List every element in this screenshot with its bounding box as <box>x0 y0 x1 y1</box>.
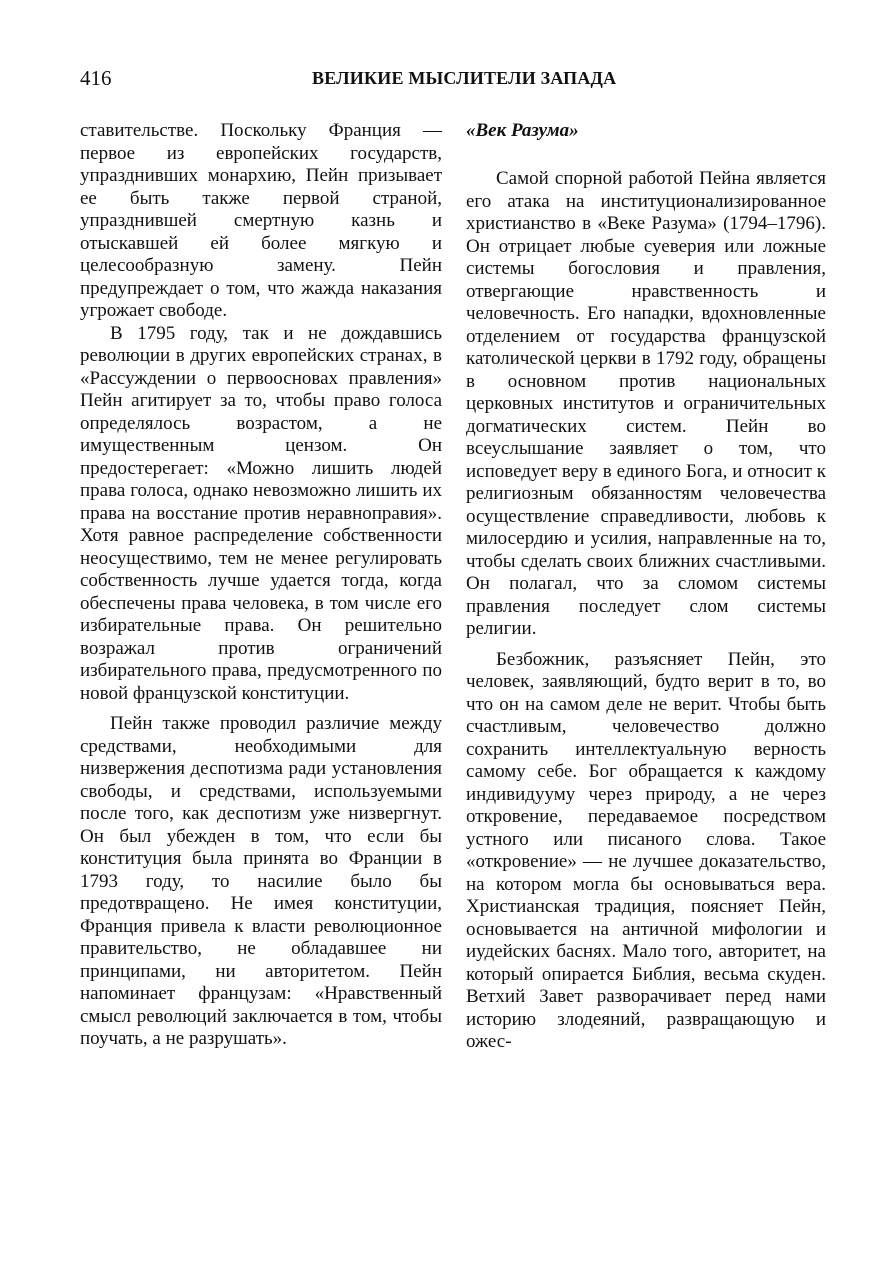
paragraph-continued: ставительстве. Поскольку Франция — первое из европейских государств, упразднивших монархию, Пейн призывает ее быть также первой страной, упразднившей смертную казнь и отыскавшей ей более мягкую и целесообразную замену. Пейн предупреждает о том, что жажда наказания угрожает свободе. <box>80 120 442 321</box>
paragraph: В 1795 году, так и не дождавшись революции в других европейских странах, в «Рассуждении о первоосновах правления» Пейн агитирует за то, чтобы право голоса определялось возрастом, а не имущественным цензом. Он предостерегает: «Можно лишить людей права голоса, однако невозможно лишить их права на восстание против неравноправия». Хотя равное распределение собственности неосуществимо, тем не менее регулировать собственность лучше удается тогда, когда обеспечены права человека, в том числе его избирательные права. Он решительно возражал против ограничений избирательного права, предусмотренного по новой французской конституции. <box>80 322 442 704</box>
paragraph: Самой спорной работой Пейна является его атака на институционализированное христианство в «Веке Разума» (1794–1796). Он отрицает любые суеверия или ложные системы богословия и правления, отвергающие нравственность и человечность. Его нападки, вдохновленные отделением от государства французской католической церкви в 1792 году, обращены в основном против национальных церковных институтов и ограничительных догматических систем. Пейн во всеуслышание заявляет о том, что исповедует веру в единого Бога, и относит к религиозным обязанностям человечества осуществление справедливости, любовь к милосердию и усилия, направленные на то, чтобы сделать своих ближних счастливыми. Он полагал, что за сломом системы правления последует слом системы религии. <box>466 168 826 639</box>
right-column <box>466 120 826 1054</box>
running-title: ВЕЛИКИЕ МЫСЛИТЕЛИ ЗАПАДА <box>312 68 617 88</box>
section-heading: «Век Разума» <box>466 120 579 141</box>
left-column <box>80 120 442 1051</box>
running-head <box>80 62 825 96</box>
paragraph: Пейн также проводил различие между средствами, необходимыми для низвержения деспотизма ради установления свободы, и средствами, используемыми после того, как деспотизм уже низвергнут. Он был убежден в том, что если бы конституция была принята во Франции в 1793 году, то насилие было бы предотвращено. Не имея конституции, Франция привела к власти революционное правительство, не обладавшее ни принципами, ни авторитетом. Пейн напоминает французам: «Нравственный смысл революций заключается в том, чтобы поучать, а не разрушать». <box>80 713 442 1049</box>
page-number: 416 <box>80 66 112 90</box>
paragraph: Безбожник, разъясняет Пейн, это человек, заявляющий, будто верит в то, во что он на самом деле не верит. Чтобы быть счастливым, человечество должно сохранить интеллектуальную верность самому себе. Бог обращается к каждому индивидууму через природу, а не через откровение, передаваемое посредством устного или писаного слова. Такое «откровение» — не лучшее доказательство, на котором могла бы основываться вера. Христианская традиция, поясняет Пейн, основывается на античной мифологии и иудейских баснях. Мало того, авторитет, на который опирается Библия, весьма скуден. Ветхий Завет разворачивает перед нами историю злодеяний, развращающую и ожес- <box>466 648 826 1052</box>
